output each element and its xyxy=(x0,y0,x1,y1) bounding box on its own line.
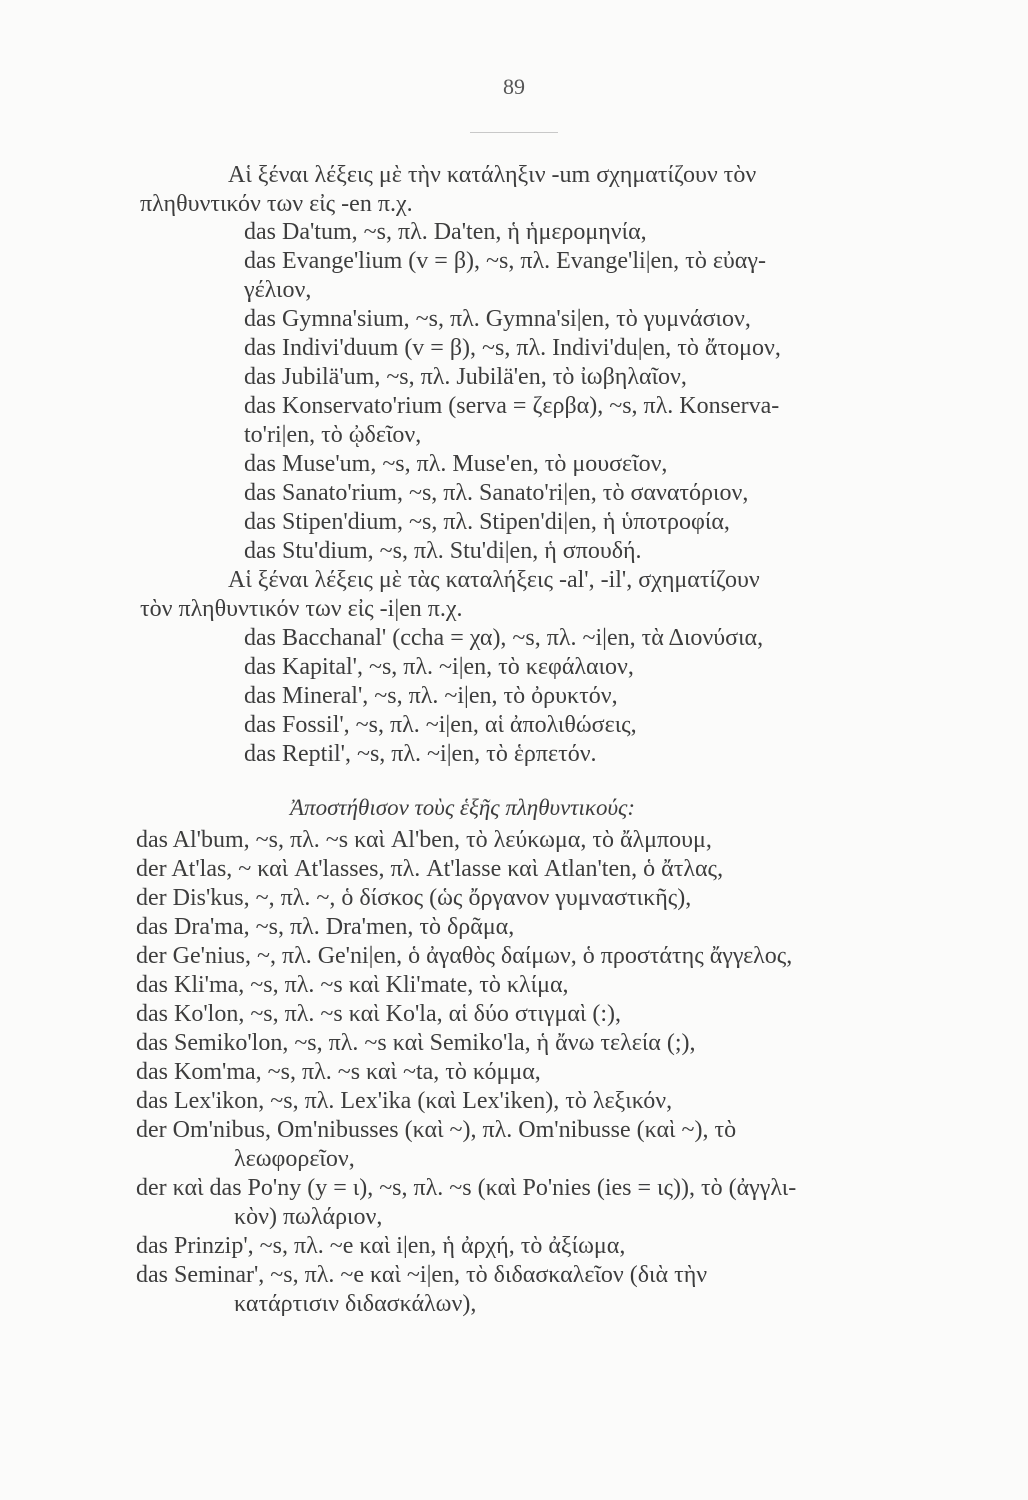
text-line: der καὶ das Po'ny (y = ι), ~s, πλ. ~s (καὶ Po'nies (ies = ις)), τὸ (ἀγγλι- xyxy=(136,1175,797,1201)
text-line: der Dis'kus, ~, πλ. ~, ὁ δίσκος (ὡς ὄργανον γυμναστικῆς), xyxy=(136,885,692,911)
text-line: das Fossil', ~s, πλ. ~i|en, αἱ ἀπολιθώσεις, xyxy=(244,712,637,738)
text-line: das Evange'lium (v = β), ~s, πλ. Evange'li|en, τὸ εὐαγ- xyxy=(244,248,766,274)
text-line: das Da'tum, ~s, πλ. Da'ten, ἡ ἡμερομηνία, xyxy=(244,219,647,245)
section-heading: Ἀποστήθισον τοὺς ἑξῆς πληθυντικούς: xyxy=(290,795,635,820)
text-line: der At'las, ~ καὶ At'lasses, πλ. At'lasse καὶ Atlan'ten, ὁ ἄτλας, xyxy=(136,856,724,882)
text-line: der Ge'nius, ~, πλ. Ge'ni|en, ὁ ἀγαθὸς δαίμων, ὁ προστάτης ἄγγελος, xyxy=(136,943,793,969)
divider xyxy=(470,132,558,133)
text-line: das Reptil', ~s, πλ. ~i|en, τὸ ἑρπετόν. xyxy=(244,741,597,767)
text-line: das Ko'lon, ~s, πλ. ~s καὶ Ko'la, αἱ δύο στιγμαὶ (:), xyxy=(136,1001,622,1027)
text-line: das Kapital', ~s, πλ. ~i|en, τὸ κεφάλαιον, xyxy=(244,654,634,680)
text-line: das Kom'ma, ~s, πλ. ~s καὶ ~ta, τὸ κόμμα, xyxy=(136,1059,541,1085)
text-line: das Indivi'duum (v = β), ~s, πλ. Indivi'du|en, τὸ ἄτομον, xyxy=(244,335,781,361)
text-line: das Konservato'rium (serva = ζερβα), ~s, πλ. Konserva- xyxy=(244,393,780,419)
text-line: κατάρτισιν διδασκάλων), xyxy=(234,1291,477,1317)
text-line: das Kli'ma, ~s, πλ. ~s καὶ Kli'mate, τὸ κλίμα, xyxy=(136,972,569,998)
text-line: das Stu'dium, ~s, πλ. Stu'di|en, ἡ σπουδή. xyxy=(244,538,642,564)
text-line: τὸν πληθυντικόν των εἰς -i|en π.χ. xyxy=(140,596,463,622)
text-line: Αἱ ξέναι λέξεις μὲ τὴν κατάληξιν -um σχηματίζουν τὸν xyxy=(228,162,757,188)
text-line: das Jubilä'um, ~s, πλ. Jubilä'en, τὸ ἰωβηλαῖον, xyxy=(244,364,687,390)
page-number: 89 xyxy=(503,74,525,99)
text-line: πληθυντικόν των εἰς -en π.χ. xyxy=(140,191,413,217)
text-line: das Stipen'dium, ~s, πλ. Stipen'di|en, ἡ ὑποτροφία, xyxy=(244,509,730,535)
text-line: das Bacchanal' (ccha = χα), ~s, πλ. ~i|en, τὰ Διονύσια, xyxy=(244,625,764,651)
text-line: der Om'nibus, Om'nibusses (καὶ ~), πλ. Om'nibusse (καὶ ~), τὸ xyxy=(136,1117,737,1143)
text-line: das Sanato'rium, ~s, πλ. Sanato'ri|en, τὸ σανατόριον, xyxy=(244,480,749,506)
text-line: das Semiko'lon, ~s, πλ. ~s καὶ Semiko'la, ἡ ἄνω τελεία (;), xyxy=(136,1030,696,1056)
text-line: das Lex'ikon, ~s, πλ. Lex'ika (καὶ Lex'iken), τὸ λεξικόν, xyxy=(136,1088,673,1114)
text-line: λεωφορεῖον, xyxy=(234,1146,355,1172)
text-line: das Seminar', ~s, πλ. ~e καὶ ~i|en, τὸ διδασκαλεῖον (διὰ τὴν xyxy=(136,1262,708,1288)
text-line: γέλιον, xyxy=(244,277,312,303)
text-line: Αἱ ξέναι λέξεις μὲ τὰς καταλήξεις -al', -il', σχηματίζουν xyxy=(228,567,760,593)
text-line: das Dra'ma, ~s, πλ. Dra'men, τὸ δρᾶμα, xyxy=(136,914,515,940)
text-line: das Muse'um, ~s, πλ. Muse'en, τὸ μουσεῖον, xyxy=(244,451,668,477)
text-line: to'ri|en, τὸ ᾠδεῖον, xyxy=(244,422,422,448)
text-line: das Al'bum, ~s, πλ. ~s καὶ Al'ben, τὸ λεύκωμα, τὸ ἄλμπουμ, xyxy=(136,827,712,853)
text-line: das Mineral', ~s, πλ. ~i|en, τὸ ὀρυκτόν, xyxy=(244,683,618,709)
text-line: das Gymna'sium, ~s, πλ. Gymna'si|en, τὸ γυμνάσιον, xyxy=(244,306,751,332)
text-line: das Prinzip', ~s, πλ. ~e καὶ i|en, ἡ ἀρχή, τὸ ἀξίωμα, xyxy=(136,1233,626,1259)
text-line: κὸν) πωλάριον, xyxy=(234,1204,383,1230)
